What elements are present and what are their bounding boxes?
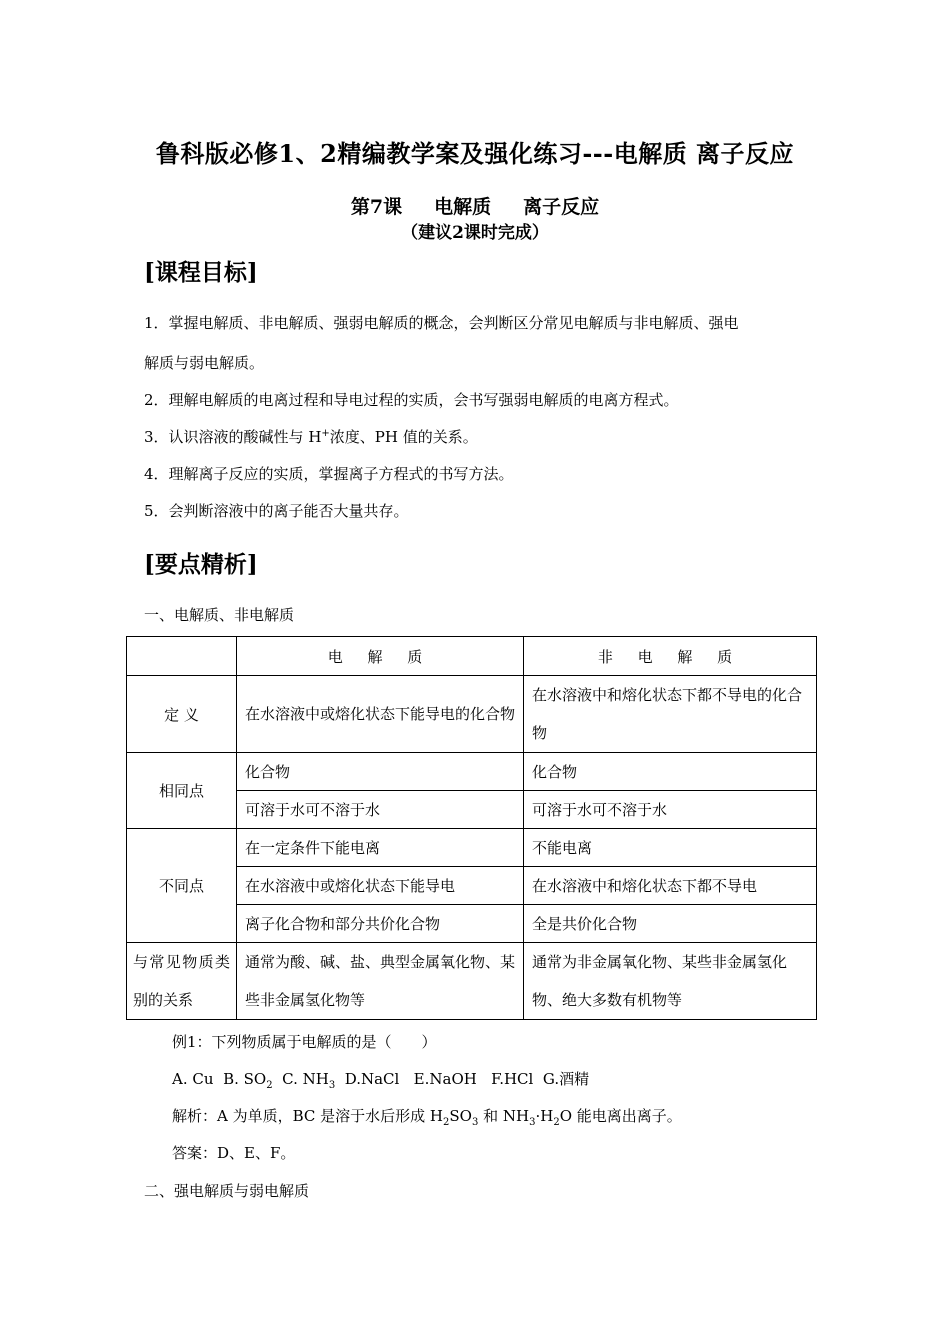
lesson-title — [0, 192, 950, 219]
goal-item-1: 1．掌握电解质、非电解质、强弱电解质的概念，会判断区分常见电解质与非电解质、强电 — [144, 314, 739, 332]
option-g: G.酒精 — [542, 1070, 590, 1088]
table-cell — [127, 637, 237, 676]
table-row — [127, 829, 817, 867]
example-question: 例1：下列物质属于电解质的是（ ） — [172, 1033, 437, 1051]
table-cell: 通常为酸、碱、盐、典型金属氧化物、某些非金属氢化物等 — [237, 943, 524, 1020]
goal-item-1-cont: 解质与弱电解质。 — [144, 354, 265, 372]
table-cell: 化合物 — [524, 753, 817, 791]
table-row — [127, 676, 817, 753]
table-cell: 在一定条件下能电离 — [237, 829, 524, 867]
section-heading-analysis: [要点精析] — [144, 551, 258, 578]
lesson-note: （建议2课时完成） — [401, 223, 549, 243]
lesson-name-2: 离子反应 — [523, 196, 600, 218]
table-cell: 离子化合物和部分共价化合物 — [237, 905, 524, 943]
row-label-definition: 定 义 — [127, 676, 237, 753]
goal-item-2: 2．理解电解质的电离过程和导电过程的实质，会书写强弱电解质的电离方程式。 — [144, 391, 679, 409]
comparison-table — [126, 636, 817, 1020]
subsection-heading-1: 一、电解质、非电解质 — [144, 606, 295, 624]
lesson-name-1: 电解质 — [434, 196, 492, 218]
row-label-difference: 不同点 — [127, 829, 237, 943]
goal-item-3-prefix: 3．认识溶液的酸碱性与 H — [144, 428, 322, 446]
option-c: C. $NH_3$ — [282, 1070, 336, 1091]
goal-item-3 — [144, 426, 478, 447]
table-cell: 可溶于水可不溶于水 — [237, 791, 524, 829]
example-analysis: 解析：A 为单质，BC 是溶于水后形成 $H_2SO_3$ 和 $NH_3\cdot H_2O$ 能电离出离子。 — [172, 1107, 682, 1128]
goal-item-4: 4．理解离子反应的实质，掌握离子方程式的书写方法。 — [144, 465, 514, 483]
example-answer: 答案：D、E、F。 — [172, 1144, 296, 1162]
table-cell: 在水溶液中和熔化状态下都不导电 — [524, 867, 817, 905]
table-header-electrolyte: 电 解 质 — [237, 637, 524, 676]
section-heading-goals: [课程目标] — [144, 259, 258, 286]
subsection-heading-2: 二、强电解质与弱电解质 — [144, 1182, 310, 1200]
table-row — [127, 943, 817, 1020]
table-row — [127, 753, 817, 791]
table-cell: 在水溶液中和熔化状态下都不导电的化合物 — [524, 676, 817, 753]
table-cell: 通常为非金属氧化物、某些非金属氢化物、绝大多数有机物等 — [524, 943, 817, 1020]
table-cell: 全是共价化合物 — [524, 905, 817, 943]
row-label-similarity: 相同点 — [127, 753, 237, 829]
row-label-relation: 与常见物质类别的关系 — [127, 943, 237, 1020]
document-title: 鲁科版必修1、2精编教学案及强化练习---电解质 离子反应 — [155, 139, 795, 168]
goal-item-5: 5．会判断溶液中的离子能否大量共存。 — [144, 502, 409, 520]
table-row — [127, 637, 817, 676]
option-f: F.HCl — [491, 1070, 534, 1088]
table-cell: 不能电离 — [524, 829, 817, 867]
goal-item-3-sup: + — [321, 428, 330, 439]
option-e: E.NaOH — [413, 1070, 477, 1088]
table-cell: 在水溶液中或熔化状态下能导电的化合物 — [237, 676, 524, 753]
goal-item-3-suffix: 浓度、PH 值的关系。 — [329, 428, 478, 446]
table-cell: 在水溶液中或熔化状态下能导电 — [237, 867, 524, 905]
option-a: A. Cu — [172, 1070, 214, 1088]
table-cell: 化合物 — [237, 753, 524, 791]
table-cell: 可溶于水可不溶于水 — [524, 791, 817, 829]
example-options — [172, 1068, 589, 1091]
lesson-number: 第7课 — [350, 196, 403, 218]
option-b: B. $SO_2$ — [223, 1070, 273, 1091]
table-header-nonelectrolyte: 非 电 解 质 — [524, 637, 817, 676]
option-d: D.NaCl — [344, 1070, 400, 1088]
